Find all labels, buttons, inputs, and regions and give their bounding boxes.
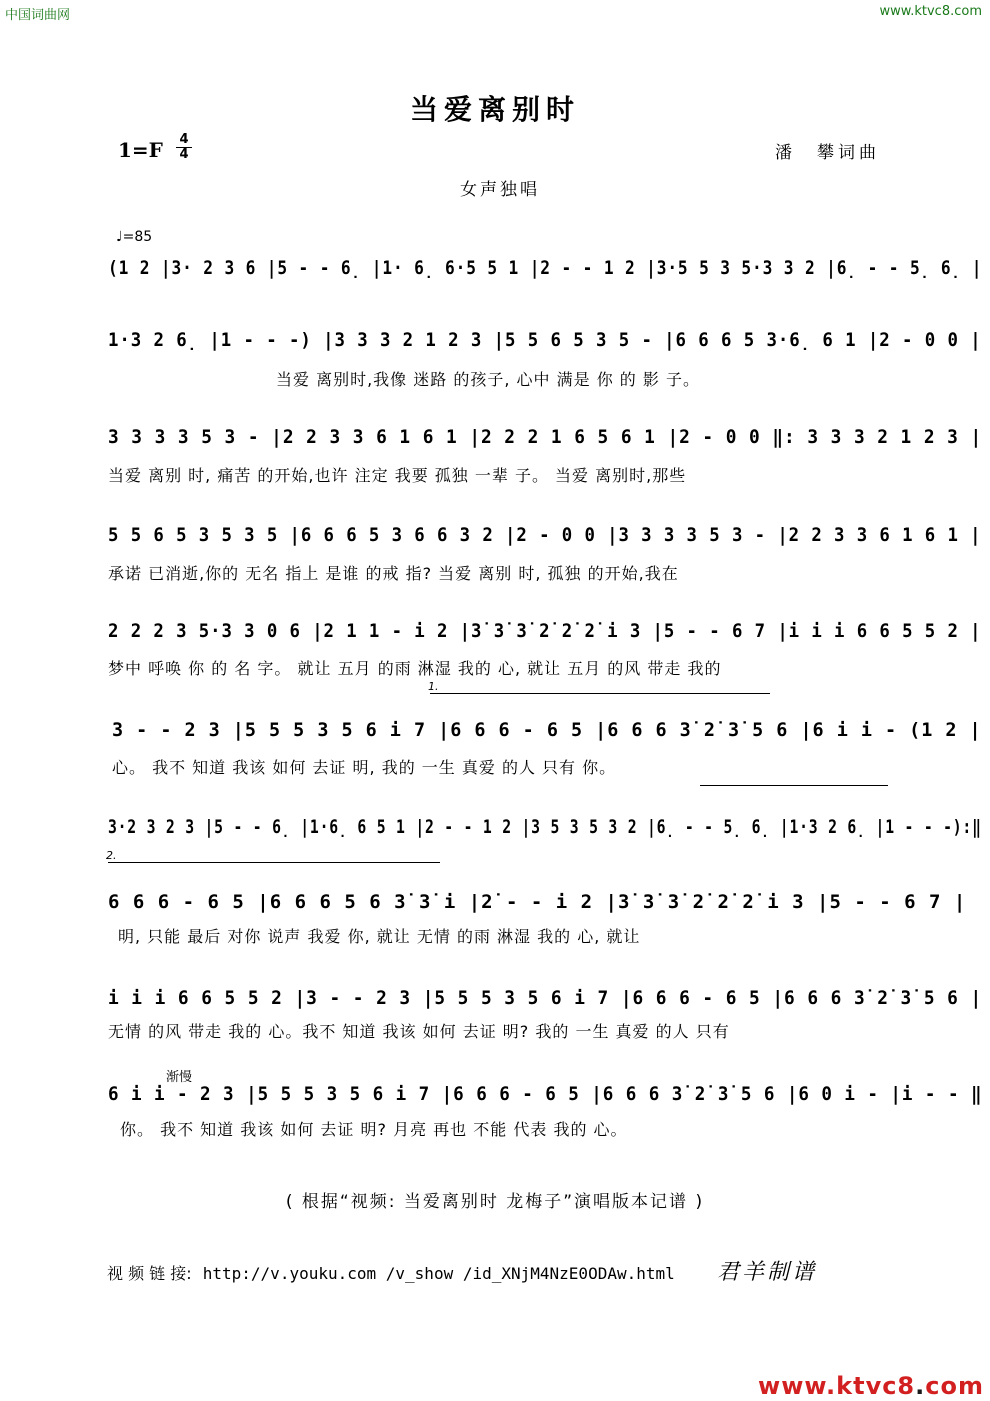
volta-1-label: 1. (428, 680, 439, 693)
score-line-8-lyrics: 明, 只能 最后 对你 说声 我爱 你, 就让 无情 的雨 淋湿 我的 心, 就让 (118, 927, 641, 946)
song-title: 当爱离别时 (409, 93, 580, 126)
time-signature-bottom: 4 (179, 147, 189, 162)
score-line-6-lyrics: 心。 我不 知道 我该 如何 去证 明, 我的 一生 真爱 的人 只有 你。 (112, 758, 617, 777)
video-link-url[interactable]: http://v.youku.com /v_show /id_XNjM4NzE0ODAw.html (202, 1264, 675, 1283)
composer-credit: 潘 攀词曲 (775, 143, 880, 163)
volta-bracket-1 (428, 680, 770, 694)
key-signature: 1=F (118, 138, 163, 162)
score-line-8-notes: 6 6 6 - 6 5 |6 6 6 5 6 3̇ 3̇ i |2̇ - - i 2 |3̇ 3̇ 3̇ 2̇ 2̇ 2̇ i 3 |5 - - 6 7 | (108, 891, 967, 913)
video-link-label: 视 频 链 接: (107, 1264, 192, 1283)
transcription-note: ( 根据“视频: 当爱离别时 龙梅子”演唱版本记谱 ) (285, 1192, 705, 1212)
score-line-10-notes: 6 i i - 2 3 |5 5 5 3 5 6 i 7 |6 6 6 - 6 5 |6 6 6 3̇ 2̇ 3̇ 5 6 |6 0 i - |i - - ‖ (108, 1083, 983, 1105)
site-name-left[interactable]: 中国词曲网 (5, 8, 71, 23)
score-line-3-notes: 3 3 3 3 5 3 - |2 2 3 3 6 1 6 1 |2 2 2 1 6 5 6 1 |2 - 0 0 ‖: 3 3 3 2 1 2 3 | (108, 426, 983, 448)
watermark-dot: . (915, 1372, 926, 1400)
time-signature-top: 4 (179, 132, 189, 147)
watermark-logo (758, 1372, 984, 1400)
score-line-3-lyrics: 当爱 离别 时, 痛苦 的开始,也许 注定 我要 孤独 一辈 子。 当爱 离别时,那些 (108, 466, 687, 485)
watermark-text-c: com (925, 1372, 984, 1400)
score-line-9-lyrics: 无情 的风 带走 我的 心。我不 知道 我该 如何 去证 明? 我的 一生 真爱 的人 只有 (108, 1022, 730, 1041)
tempo-mark: ♩=85 (116, 229, 153, 245)
tempo-change-mark: 渐慢 (166, 1070, 193, 1085)
volta-bracket-1-end (700, 785, 888, 786)
score-line-4-lyrics: 承诺 已消逝,你的 无名 指上 是谁 的戒 指? 当爱 离别 时, 孤独 的开始,我在 (108, 564, 679, 583)
score-line-2-lyrics: 当爱 离别时,我像 迷路 的孩子, 心中 满是 你 的 影 子。 (276, 370, 700, 389)
volta-bracket-2 (106, 849, 440, 863)
score-line-2-notes: 1·3 2 6̣ |1 - - -) |3 3 3 2 1 2 3 |5 5 6 5 3 5 - |6 6 6 5 3·6̣ 6 1 |2 - 0 0 | (108, 329, 982, 351)
score-line-5-lyrics: 梦中 呼唤 你 的 名 字。 就让 五月 的雨 淋湿 我的 心, 就让 五月 的风 带走 我的 (108, 659, 722, 678)
transcriber-signature: 君羊制谱 (717, 1260, 818, 1285)
score-line-1-notes: (1 2 |3· 2 3 6 |5 - - 6̣ |1· 6̣ 6·5 5 1 |2 - - 1 2 |3·5 5 3 5·3 3 2 |6̣ - - 5̣ 6̣ | (108, 257, 983, 279)
score-line-5-notes: 2 2 2 3 5·3 3 0 6 |2 1 1 - i 2 |3̇ 3̇ 3̇ 2̇ 2̇ 2̇ i 3 |5 - - 6 7 |i i i 6 6 5 5 2 | (108, 620, 982, 642)
watermark-text-a: www.ktvc8 (758, 1372, 916, 1400)
time-signature (176, 133, 192, 162)
site-url-right[interactable]: www.ktvc8.com (879, 4, 982, 19)
score-line-6-notes: 3 - - 2 3 |5 5 5 3 5 6 i 7 |6 6 6 - 6 5 |6 6 6 3̇ 2̇ 3̇ 5 6 |6 i i - (1 2 | (112, 719, 982, 741)
voice-type: 女声独唱 (460, 180, 540, 200)
score-line-9-notes: i i i 6 6 5 5 2 |3 - - 2 3 |5 5 5 3 5 6 i 7 |6 6 6 - 6 5 |6 6 6 3̇ 2̇ 3̇ 5 6 | (108, 987, 983, 1009)
video-link-row (107, 1261, 675, 1284)
score-line-4-notes: 5 5 6 5 3 5 3 5 |6 6 6 5 3 6 6 3 2 |2 - 0 0 |3 3 3 3 5 3 - |2 2 3 3 6 1 6 1 | (108, 524, 982, 546)
volta-2-label: 2. (106, 849, 117, 862)
score-line-7-notes: 3·2 3 2 3 |5 - - 6̣ |1·6̣ 6 5 1 |2 - - 1 2 |3 5 3 5 3 2 |6̣ - - 5̣ 6̣ |1·3 2 6̣ |1 - - -):‖ (108, 816, 982, 838)
score-line-10-lyrics: 你。 我不 知道 我该 如何 去证 明? 月亮 再也 不能 代表 我的 心。 (120, 1120, 628, 1139)
